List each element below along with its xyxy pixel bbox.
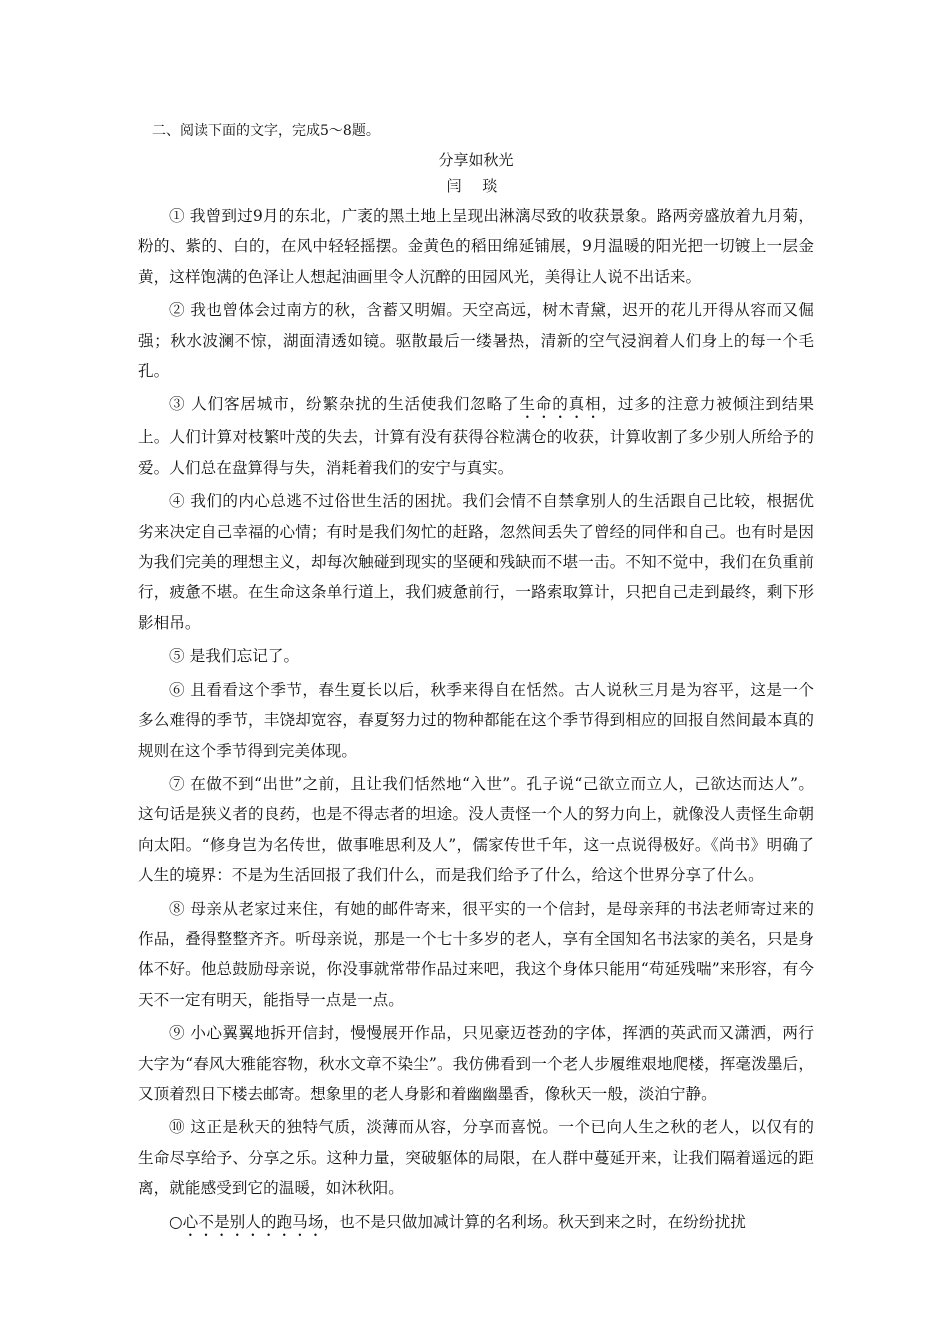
paragraph-8: ⑧ 母亲从老家过来住，有她的邮件寄来，很平实的一个信封，是母亲拜的书法老师寄过来的作品，叠得整整齐齐。听母亲说，那是一个七十多岁的老人，享有全国知名书法家的美名，只是身体不好。他总鼓励母亲说，你没事就常带作品过来吧，我这个身体只能用“苟延残喘”来形容，有今天不一定有明天，能指导一点是一点。 [138,899,814,1009]
paragraph-10: ⑩ 这正是秋天的独特气质，淡薄而从容，分享而喜悦。一个已向人生之秋的老人，以仅有的生命尽享给予、分享之乐。这种力量，突破躯体的局限，在人群中蔓延开来，让我们隔着遥远的距离，就能感受到它的温暖，如沐秋阳。 [138,1118,814,1198]
paragraph-2: ② 我也曾体会过南方的秋，含蓄又明媚。天空高远，树木青黛，迟开的花儿开得从容而又倔强；秋水波澜不惊，湖面清透如镜。驱散最后一缕暑热，清新的空气浸润着人们身上的每一个毛孔。 [138,301,814,381]
paragraph-9: ⑨ 小心翼翼地拆开信封，慢慢展开作品，只见豪迈苍劲的字体，挥洒的英武而又潇洒，两行大字为“春风大雅能容物，秋水文章不染尘”。我仿佛看到一个老人步履维艰地爬楼，挥毫泼墨后，又顶着烈日下楼去邮寄。想象里的老人身影和着幽幽墨香，像秋天一般，淡泊宁静。 [138,1024,814,1103]
paragraph-7: ⑦ 在做不到“出世”之前，且让我们恬然地“入世”。孔子说“己欲立而立人，己欲达而达人”。这句话是狭义者的良药，也是不得志者的坦途。没人责怪一个人的努力向上，就像没人责怪生命朝向太阳。“修身岂为名传世，做事唯思利及人”，儒家传世千年，这一点说得极好。《尚书》明确了人生的境界：不是为生活回报了我们什么，而是我们给予了什么，给这个世界分享了什么。 [138,774,814,885]
question-instruction: 二、阅读下面的文字，完成5～8题。 [152,123,380,139]
paragraph-1: ① 我曾到过9月的东北，广袤的黑土地上呈现出淋漓尽致的收获景象。路两旁盛放着九月菊，粉的、紫的、白的，在风中轻轻摇摆。金黄色的稻田绵延铺展，9月温暖的阳光把一切镀上一层金黄，这样饱满的色泽让人想起油画里令人沉醉的田园风光，美得让人说不出话来。 [138,207,814,286]
emphasized-phrase-truth-of-life: 生命的真相 [519,395,602,414]
paragraph-5: ⑤ 是我们忘记了。 [169,647,300,666]
paragraph-3: ③ 人们客居城市，纷繁杂扰的生活使我们忽略了生命的真相，过多的注意力被倾注到结果上。人们计算对枝繁叶茂的失去，计算有没有获得谷粒满仓的收获，计算收割了多少别人所给予的爱。人们总在盘算得与失，消耗着我们的安宁与真实。 [138,395,814,477]
article-title: 分享如秋光 [438,151,514,169]
paragraph-6: ⑥ 且看看这个季节，春生夏长以后，秋季来得自在恬然。古人说秋三月是为容平，这是一个多么难得的季节，丰饶却宽容，春夏努力过的物种都能在这个季节得到相应的回报自然间最本真的规则在这个季节得到完美体现。 [138,680,814,760]
paragraph-4: ④ 我们的内心总逃不过俗世生活的困扰。我们会情不自禁拿别人的生活跟自己比较，根据优劣来决定自己幸福的心情；有时是我们匆忙的赶路，忽然间丢失了曾经的同伴和自己。也有时是因为我们完美的理想主义，却每次触碰到现实的坚硬和残缺而不堪一击。不知不觉中，我们在负重前行，疲惫不堪。在生命这条单行道上，我们疲惫前行，一路索取算计，只把自己走到最终，剩下形影相吊。 [138,492,814,632]
paragraph-11: ○心不是别人的跑马场，也不是只做加减计算的名利场。秋天到来之时，在纷纷扰扰 [169,1212,746,1231]
blank-circle-marker: ○ [169,1212,183,1231]
emphasized-phrase-racecourse: 心不是别人的跑马场 [182,1212,324,1231]
document-page [138,119,814,1243]
article-author: 闫 琰 [446,177,506,195]
